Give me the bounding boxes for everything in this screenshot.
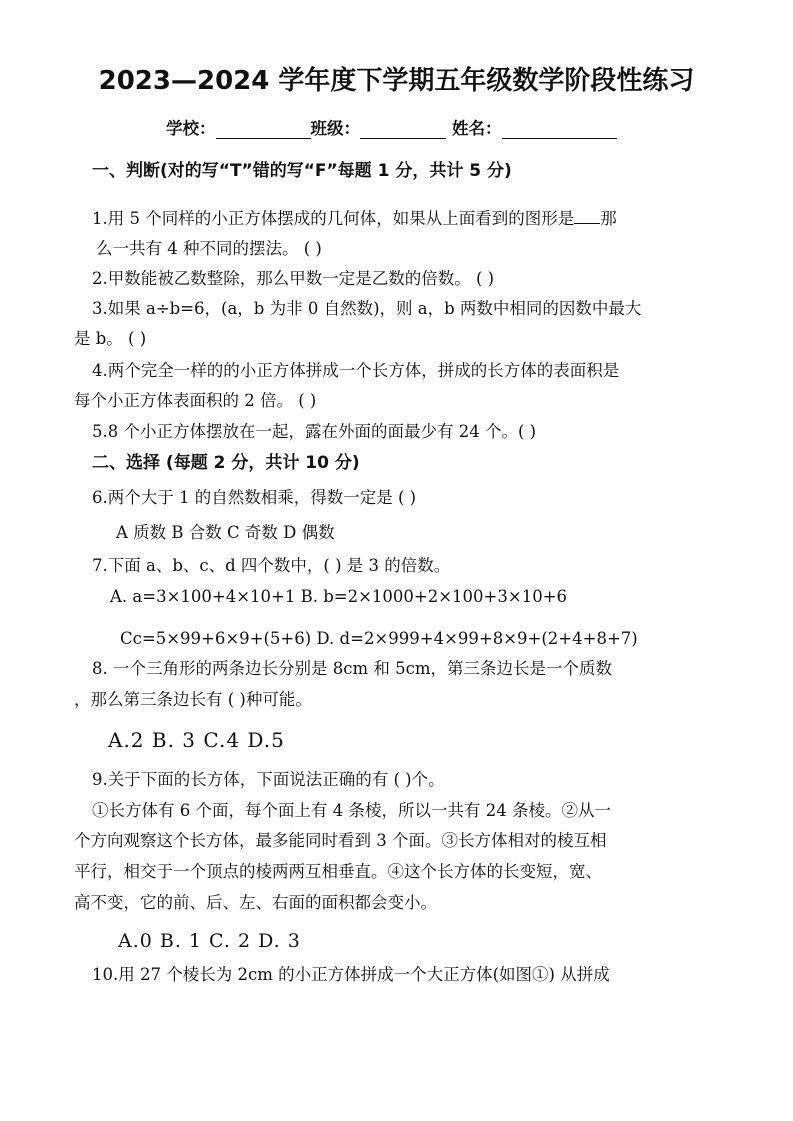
question-8-line-2: ，那么第三条边长有 ( )种可能。	[74, 690, 312, 709]
question-6: 6.两个大于 1 的自然数相乘，得数一定是 ( )	[92, 488, 417, 507]
question-8-options: A.2 B. 3 C.4 D.5	[108, 728, 285, 752]
name-label: 姓名：	[452, 119, 502, 138]
school-label: 学校：	[166, 119, 216, 138]
question-1-line-1	[92, 208, 617, 230]
question-1-line-2: 么一共有 4 种不同的摆法。 ( )	[96, 239, 322, 258]
question-9-line-1: ①长方体有 6 个面，每个面上有 4 条棱，所以一共有 24 条棱。②从一	[92, 801, 611, 820]
question-1-tail: 那	[600, 209, 617, 228]
question-9-line-2: 个方向观察这个长方体，最多能同时看到 3 个面。③长方体相对的棱互相	[74, 831, 607, 850]
question-3-line-2: 是 b。 ( )	[74, 329, 147, 348]
question-3-line-1: 3.如果 a÷b=6，(a，b 为非 0 自然数)，则 a，b 两数中相同的因数中最大	[92, 299, 642, 318]
class-blank[interactable]	[360, 120, 446, 139]
question-7-options-cd: Cc=5×99+6×9+(5+6) D. d=2×999+4×99+8×9+(2+4+8+7)	[120, 629, 638, 648]
section-heading-judgment: 一、判断(对的写“T”错的写“F”每题 1 分，共计 5 分)	[92, 161, 512, 181]
school-blank[interactable]	[216, 120, 311, 139]
section-heading-choice: 二、选择 (每题 2 分，共计 10 分)	[92, 453, 360, 473]
question-9-line-3: 平行，相交于一个顶点的棱两两互相垂直。④这个长方体的长变短，宽、	[74, 862, 602, 881]
question-6-options: A 质数 B 合数 C 奇数 D 偶数	[116, 523, 335, 542]
question-2: 2.甲数能被乙数整除，那么甲数一定是乙数的倍数。 ( )	[92, 269, 495, 288]
question-1-blank	[574, 209, 600, 224]
question-4-line-2: 每个小正方体表面积的 2 倍。 ( )	[74, 391, 317, 410]
question-9-options: A.0 B. 1 C. 2 D. 3	[118, 930, 301, 952]
question-1-text: 1.用 5 个同样的小正方体摆成的几何体，如果从上面看到的图形是	[92, 209, 575, 228]
question-8-line-1: 8. 一个三角形的两条边长分别是 8cm 和 5cm，第三条边长是一个质数	[92, 659, 612, 678]
student-info-row	[166, 115, 617, 139]
question-5: 5.8 个小正方体摆放在一起，露在外面的面最少有 24 个。( )	[92, 422, 537, 441]
question-7: 7.下面 a、b、c、d 四个数中，( ) 是 3 的倍数。	[92, 556, 451, 575]
question-9: 9.关于下面的长方体，下面说法正确的有 ( )个。	[92, 770, 445, 789]
name-blank[interactable]	[502, 120, 617, 139]
page-title: 2023—2024 学年度下学期五年级数学阶段性练习	[98, 66, 695, 96]
question-10: 10.用 27 个棱长为 2cm 的小正方体拼成一个大正方体(如图①) 从拼成	[92, 965, 610, 984]
question-9-line-4: 高不变，它的前、后、左、右面的面积都会变小。	[74, 893, 437, 912]
question-7-options-ab: A. a=3×100+4×10+1 B. b=2×1000+2×100+3×10+6	[110, 587, 568, 606]
question-4-line-1: 4.两个完全一样的的小正方体拼成一个长方体，拼成的长方体的表面积是	[92, 361, 620, 380]
class-label: 班级：	[310, 119, 360, 138]
